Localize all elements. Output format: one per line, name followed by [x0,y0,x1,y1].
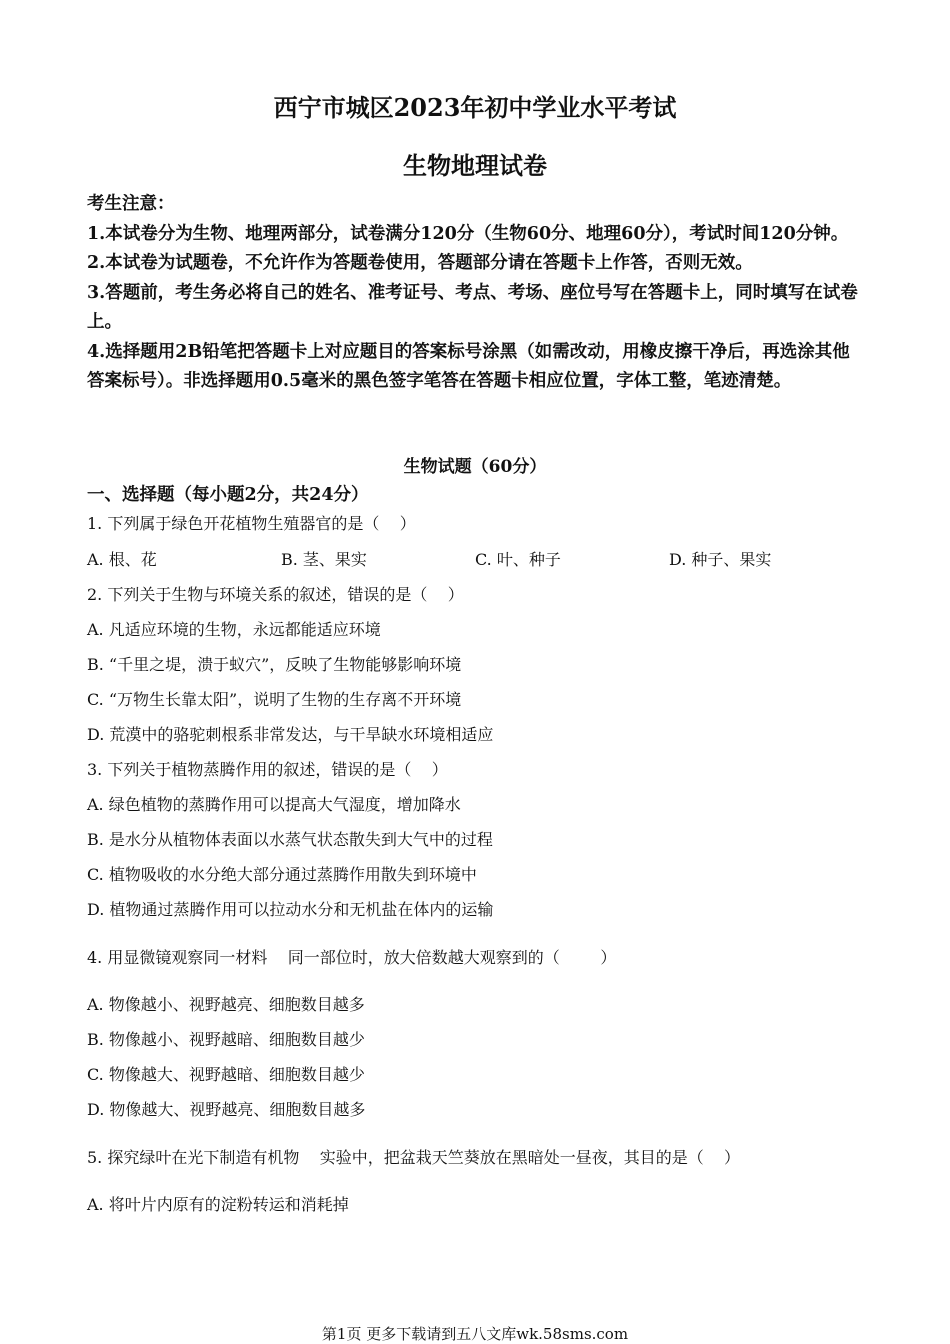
candidate-notice [87,190,867,397]
option-4a: A. 物像越小、视野越亮、细胞数目越多 [87,995,365,1014]
option-1a: A. 根、花 [87,550,157,569]
question-stem-5: 5. 探究绿叶在光下制造有机物 实验中，把盆栽天竺葵放在黑暗处一昼夜，其目的是（ ） [87,1148,741,1167]
option-1d: D. 种子、果实 [669,550,772,569]
option-1b: B. 茎、果实 [281,550,367,569]
notice-item: 1.本试卷分为生物、地理两部分，试卷满分120分（生物60分、地理60分），考试时间120分钟。 [87,223,849,244]
option-4d: D. 物像越大、视野越亮、细胞数目越多 [87,1100,366,1119]
question-stem-4: 4. 用显微镜观察同一材料 同一部位时，放大倍数越大观察到的（ ） [87,948,617,967]
option-2d: D. 荒漠中的骆驼刺根系非常发达，与干旱缺水环境相适应 [87,725,494,744]
option-2a: A. 凡适应环境的生物，永远都能适应环境 [87,620,381,639]
exam-subtitle: 生物地理试卷 [403,151,547,180]
notice-item: 2.本试卷为试题卷，不允许作为答题卷使用，答题部分请在答题卡上作答，否则无效。 [87,253,753,273]
notice-item: 4.选择题用2B铅笔把答题卡上对应题目的答案标号涂黑（如需改动，用橡皮擦干净后，再选涂其他答案标号）。非选择题用0.5毫米的黑色签字笔答在答题卡相应位置，字体工整，笔迹清楚。 [87,341,850,391]
question-stem-2: 2. 下列关于生物与环境关系的叙述，错误的是（ ） [87,585,464,604]
notice-heading: 考生注意： [87,194,175,214]
option-2c: C. “万物生长靠太阳”，说明了生物的生存离不开环境 [87,690,462,709]
option-3a: A. 绿色植物的蒸腾作用可以提高大气湿度，增加降水 [87,795,461,814]
option-3c: C. 植物吸收的水分绝大部分通过蒸腾作用散失到环境中 [87,865,477,884]
question-stem-3: 3. 下列关于植物蒸腾作用的叙述，错误的是（ ） [87,760,448,779]
option-1c: C. 叶、种子 [475,550,561,569]
page-footer: 第1页 更多下载请到五八文库wk.58sms.com [321,1325,629,1343]
section-title: 生物试题（60分） [403,457,547,477]
option-3d: D. 植物通过蒸腾作用可以拉动水分和无机盐在体内的运输 [87,900,494,919]
option-3b: B. 是水分从植物体表面以水蒸气状态散失到大气中的过程 [87,830,493,849]
option-2b: B. “千里之堤，溃于蚁穴”，反映了生物能够影响环境 [87,655,462,674]
notice-item: 3.答题前，考生务必将自己的姓名、准考证号、考点、考场、座位号写在答题卡上，同时填写在试卷上。 [87,282,858,332]
part-title: 一、选择题（每小题2分，共24分） [87,485,369,505]
option-4c: C. 物像越大、视野越暗、细胞数目越少 [87,1065,365,1084]
exam-title: 西宁市城区2023年初中学业水平考试 [273,93,677,122]
option-5a: A. 将叶片内原有的淀粉转运和消耗掉 [87,1195,349,1214]
option-4b: B. 物像越小、视野越暗、细胞数目越少 [87,1030,365,1049]
question-stem-1: 1. 下列属于绿色开花植物生殖器官的是（ ） [87,514,416,533]
